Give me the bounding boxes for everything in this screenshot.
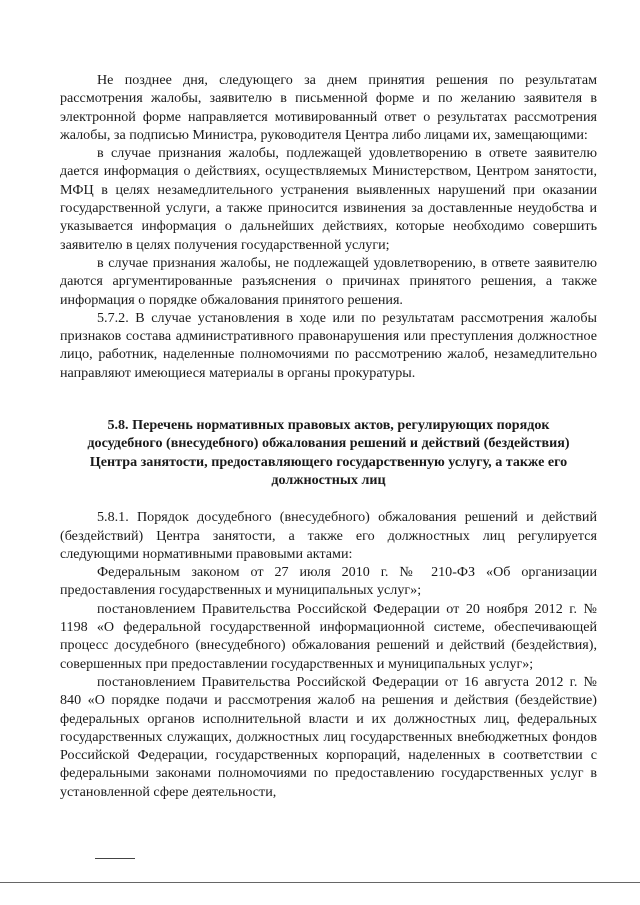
paragraph-5-7-2: 5.7.2. В случае установления в ходе или по результатам рассмотрения жалобы признаков состава административного правонарушения или преступления должностное лицо, работник, наделенные полномочиями по рассмотрению жалоб, незамедлительно направляют имеющиеся материалы в органы прокуратуры.: [60, 309, 597, 381]
paragraph-decree-840: постановлением Правительства Российской Федерации от 16 августа 2012 г. № 840 «О порядке подачи и рассмотрения жалоб на решения и действия (бездействие) федеральных органов исполнительной власти и их должностных лиц, федеральных государственных служащих, должностных лиц государственных внебюджетных фондов Российской Федерации, государственных корпораций, наделенных в соответствии с федеральными законами полномочиями по предоставлению государственных услуг в установленной сфере деятельности,: [60, 673, 597, 800]
paragraph-decree-1198: постановлением Правительства Российской Федерации от 20 ноября 2012 г. № 1198 «О федеральной государственной информационной системе, обеспечивающей процесс досудебного (внесудебного) обжалования решений и действий (бездействия), совершенных при предоставлении государственных и муниципальных услуг»;: [60, 600, 597, 672]
scan-bottom-edge: [0, 882, 640, 883]
paragraph-federal-law-210: Федеральным законом от 27 июля 2010 г. № 210-ФЗ «Об организации предоставления государственных и муниципальных услуг»;: [60, 564, 597, 599]
footnote-separator: [95, 858, 135, 859]
paragraph-complaint-satisfied: в случае признания жалобы, подлежащей удовлетворению в ответе заявителю дается информация о действиях, осуществляемых Министерством, Центром занятости, МФЦ в целях незамедлительного устранения выявленных нарушений при оказании государственной услуги, а также приносится извинения за доставленные неудобства и указывается информация о дальнейших действиях, которые необходимо совершить заявителю в целях получения государственной услуги;: [60, 145, 597, 253]
paragraph-5-8-1: 5.8.1. Порядок досудебного (внесудебного) обжалования решений и действий (бездействий) Центра занятости, а также его должностных лиц регулируется следующими нормативными правовыми актами:: [60, 509, 597, 562]
section-heading-5-8: 5.8. Перечень нормативных правовых актов, регулирующих порядок досудебного (внесудебного) обжалования решений и действий (бездействия) Центра занятости, предоставляющего государственную услугу, а также его должностных лиц: [87, 417, 570, 488]
paragraph-response-deadline: Не позднее дня, следующего за днем принятия решения по результатам рассмотрения жалобы, заявителю в письменной форме и по желанию заявителя в электронной форме направляется мотивированный ответ о результатах рассмотрения жалобы, за подписью Министра, руководителя Центра либо лицами их, замещающими:: [60, 72, 597, 143]
document-page: [60, 71, 597, 801]
paragraph-complaint-rejected: в случае признания жалобы, не подлежащей удовлетворению, в ответе заявителю даются аргументированные разъяснения о причинах принятого решения, а также информация о порядке обжалования принятого решения.: [60, 254, 597, 308]
